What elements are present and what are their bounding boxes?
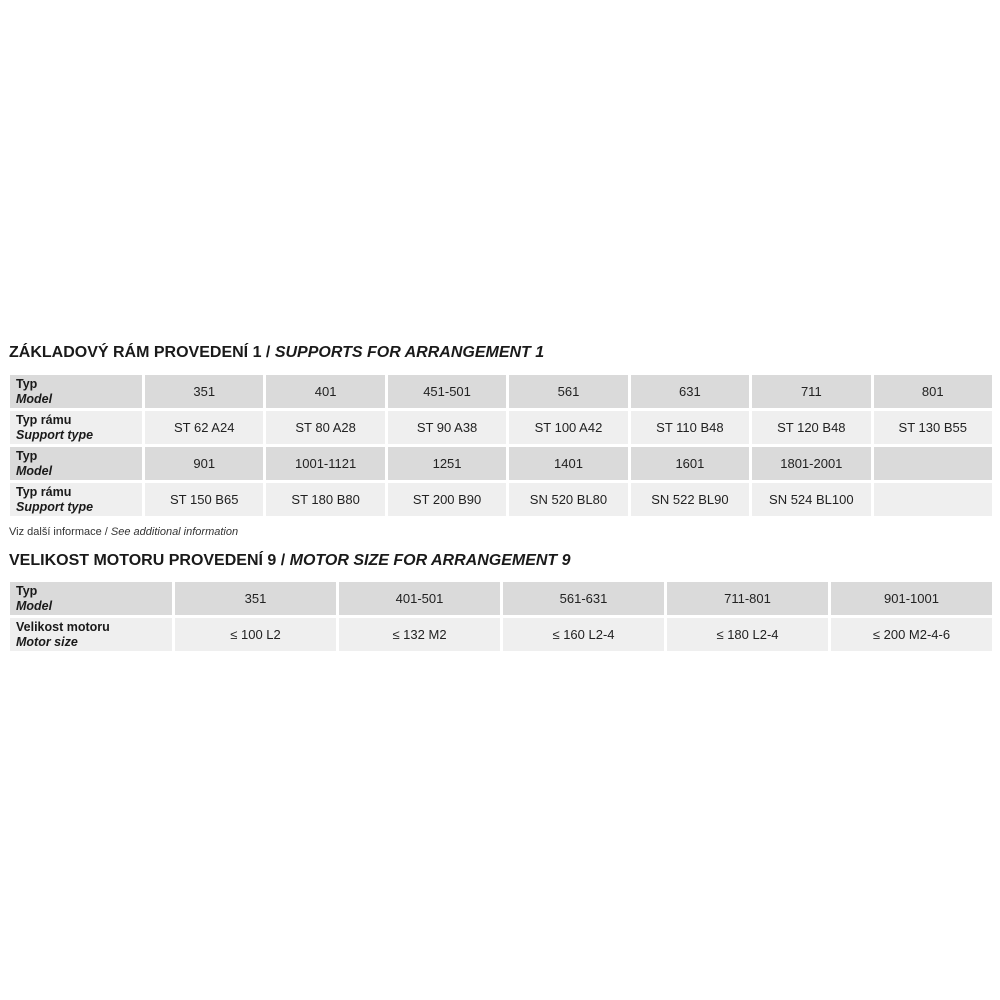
table-row-support-1 [10, 411, 992, 444]
support-cell: ST 200 B90 [388, 483, 506, 516]
motor-size-table [7, 579, 995, 654]
support-cell: ST 80 A28 [266, 411, 384, 444]
section-title-cz: VELIKOST MOTORU PROVEDENÍ 9 / [9, 552, 290, 569]
table-row-model [10, 582, 992, 615]
support-cell: SN 522 BL90 [631, 483, 749, 516]
model-cell: 351 [145, 375, 263, 408]
section-title-en: SUPPORTS FOR ARRANGEMENT 1 [274, 344, 545, 361]
model-cell: 1601 [631, 447, 749, 480]
model-cell: 631 [631, 375, 749, 408]
support-cell: SN 524 BL100 [752, 483, 870, 516]
support-cell: ST 100 A42 [509, 411, 627, 444]
support-cell: SN 520 BL80 [509, 483, 627, 516]
table-row-model-1 [10, 375, 992, 408]
model-cell: 901 [145, 447, 263, 480]
support-cell: ST 62 A24 [145, 411, 263, 444]
row-header-model: Typ Model [10, 375, 142, 408]
model-cell-empty [874, 447, 992, 480]
support-cell: ST 150 B65 [145, 483, 263, 516]
motor-size-cell: ≤ 200 M2-4-6 [831, 618, 992, 651]
row-header-support-type: Typ rámu Support type [10, 483, 142, 516]
support-cell: ST 180 B80 [266, 483, 384, 516]
model-cell: 711 [752, 375, 870, 408]
model-cell: 561 [509, 375, 627, 408]
row-header-model: Typ Model [10, 447, 142, 480]
motor-size-cell: ≤ 160 L2-4 [503, 618, 664, 651]
row-header-support-type: Typ rámu Support type [10, 411, 142, 444]
section-title-motor-size [9, 552, 571, 570]
model-cell: 401-501 [339, 582, 500, 615]
model-cell: 801 [874, 375, 992, 408]
model-cell: 1251 [388, 447, 506, 480]
support-cell: ST 120 B48 [752, 411, 870, 444]
model-cell: 1401 [509, 447, 627, 480]
additional-info-note [9, 526, 238, 538]
motor-size-cell: ≤ 180 L2-4 [667, 618, 828, 651]
support-cell: ST 130 B55 [874, 411, 992, 444]
table-row-support-2 [10, 483, 992, 516]
model-cell: 561-631 [503, 582, 664, 615]
row-header-model: Typ Model [10, 582, 172, 615]
supports-table [7, 372, 995, 519]
support-cell: ST 110 B48 [631, 411, 749, 444]
section-title-en: MOTOR SIZE FOR ARRANGEMENT 9 [289, 552, 571, 569]
model-cell: 451-501 [388, 375, 506, 408]
model-cell: 1001-1121 [266, 447, 384, 480]
note-en: See additional information [110, 526, 239, 538]
row-header-motor-size: Velikost motoru Motor size [10, 618, 172, 651]
table-row-model-2 [10, 447, 992, 480]
model-cell: 1801-2001 [752, 447, 870, 480]
model-cell: 711-801 [667, 582, 828, 615]
motor-size-cell: ≤ 132 M2 [339, 618, 500, 651]
model-cell: 351 [175, 582, 336, 615]
note-cz: Viz další informace / [9, 526, 111, 538]
section-title-supports [9, 344, 544, 362]
model-cell: 401 [266, 375, 384, 408]
support-cell: ST 90 A38 [388, 411, 506, 444]
model-cell: 901-1001 [831, 582, 992, 615]
section-title-cz: ZÁKLADOVÝ RÁM PROVEDENÍ 1 / [9, 344, 275, 361]
motor-size-cell: ≤ 100 L2 [175, 618, 336, 651]
support-cell-empty [874, 483, 992, 516]
table-row-motor-size [10, 618, 992, 651]
